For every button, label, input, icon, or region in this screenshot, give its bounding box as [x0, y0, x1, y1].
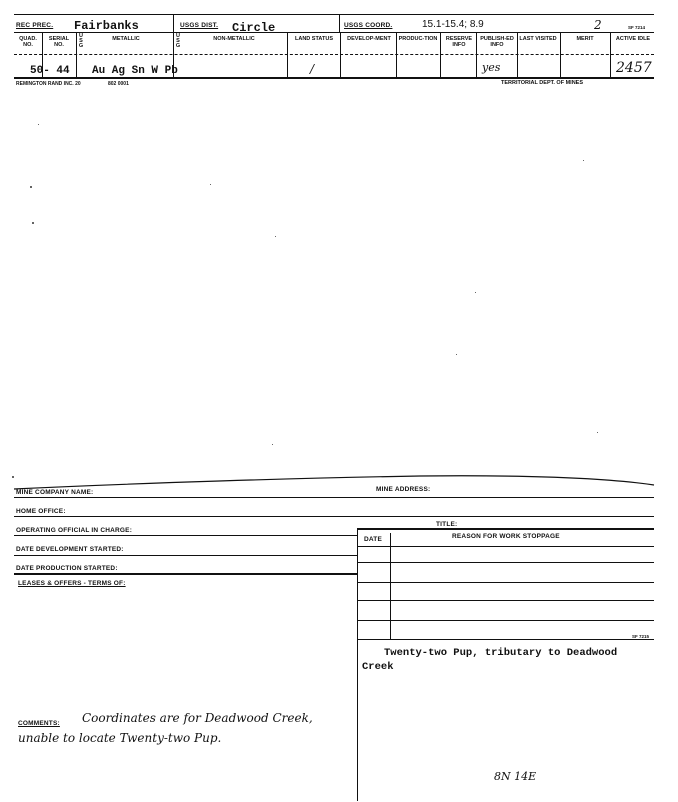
bottom-note: 8N 14E	[494, 770, 537, 783]
header-sep-1	[173, 15, 174, 32]
comments-line-1: Coordinates are for Deadwood Creek,	[82, 711, 313, 725]
scan-speck	[30, 186, 32, 188]
top-border	[14, 14, 654, 15]
rule	[358, 562, 654, 563]
col-sep	[560, 33, 561, 77]
usgs-dist-label: USGS DIST.	[180, 22, 219, 29]
location-note: Twenty-two Pup, tributary to Deadwood Creek	[362, 647, 618, 673]
comments-label: COMMENTS:	[18, 720, 60, 727]
rule	[14, 516, 654, 517]
scan-speck	[272, 444, 273, 445]
usgs-coord-value: 15.1-15.4; 8.9	[422, 19, 484, 30]
col-quad-no: QUAD. NO.	[19, 36, 37, 48]
col-usgs-b: U S G	[175, 33, 181, 49]
rule	[358, 528, 654, 530]
col-reserve-info: RESERVE INFO	[445, 36, 473, 48]
header-divider	[14, 32, 654, 33]
rule	[14, 497, 654, 498]
col-metallic: METALLIC	[112, 36, 140, 42]
col-production: PRODUC-TION	[398, 36, 438, 42]
date-development-label: DATE DEVELOPMENT STARTED:	[16, 546, 124, 553]
scan-speck	[456, 354, 457, 355]
record-land-status: /	[310, 62, 315, 76]
corner-mark: 2	[594, 18, 602, 32]
col-non-metallic: NON-METALLIC	[213, 36, 255, 42]
form-code-bottom: SF 7215	[632, 634, 650, 639]
col-sep	[396, 33, 397, 77]
date-col-sep	[390, 533, 391, 639]
col-sep	[340, 33, 341, 77]
rule	[14, 535, 358, 536]
scan-speck	[275, 236, 276, 237]
rule	[14, 555, 358, 556]
col-sep	[476, 33, 477, 77]
col-published-info: PUBLISH-ED INFO	[480, 36, 514, 48]
operating-official-label: OPERATING OFFICIAL IN CHARGE:	[16, 527, 133, 534]
printer-label: REMINGTON RAND INC. 20	[16, 81, 81, 87]
col-development: DEVELOP-MENT	[347, 36, 391, 42]
rule	[358, 600, 654, 601]
col-sep	[287, 33, 288, 77]
rule	[14, 573, 358, 575]
record-metallic: Au Ag Sn W Pb	[92, 65, 178, 77]
scan-speck	[583, 160, 584, 161]
header-mid-line	[14, 54, 654, 55]
col-sep	[76, 33, 77, 77]
scan-speck	[32, 222, 34, 224]
record-quad-serial: 50- 44	[30, 65, 70, 77]
header-bottom-line	[14, 77, 654, 79]
date-column-header: DATE	[364, 536, 383, 543]
col-sep	[610, 33, 611, 77]
usgs-coord-label: USGS COORD.	[344, 22, 393, 29]
rec-prec-value: Fairbanks	[74, 19, 139, 33]
mine-address-label: MINE ADDRESS:	[376, 486, 431, 493]
header-sep-2	[339, 15, 340, 32]
col-active-idle: ACTIVE IDLE	[615, 36, 651, 42]
col-merit: MERIT	[576, 36, 594, 42]
record-active-idle: 2457	[616, 60, 652, 76]
scan-speck	[210, 184, 211, 185]
leases-label: LEASES & OFFERS - TERMS OF:	[18, 580, 126, 587]
form-code-top: SF 7214	[628, 25, 646, 30]
lower-divider	[357, 528, 358, 801]
date-production-label: DATE PRODUCTION STARTED:	[16, 565, 118, 572]
record-published-info: yes	[482, 61, 501, 74]
scan-speck	[38, 124, 39, 125]
col-usgs-a: U S G	[78, 33, 84, 49]
scan-speck	[597, 432, 598, 433]
col-sep	[517, 33, 518, 77]
title-label: TITLE:	[436, 521, 458, 528]
rule	[358, 639, 654, 640]
scan-speck	[475, 292, 476, 293]
comments-line-2: unable to locate Twenty-two Pup.	[18, 731, 222, 745]
rule	[358, 546, 654, 547]
reason-column-header: REASON FOR WORK STOPPAGE	[452, 533, 560, 540]
rule	[358, 620, 654, 621]
rec-prec-label: REC PREC.	[16, 22, 54, 29]
col-sep	[440, 33, 441, 77]
col-serial-no: SERIAL NO.	[48, 36, 70, 48]
col-last-visited: LAST VISITED	[519, 36, 557, 42]
mine-company-name-label: MINE COMPANY NAME:	[16, 489, 94, 496]
card-top-edge	[0, 470, 678, 500]
usgs-dist-value: Circle	[232, 21, 276, 35]
rule	[358, 582, 654, 583]
home-office-label: HOME OFFICE:	[16, 508, 66, 515]
dept-label: TERRITORIAL DEPT. OF MINES	[501, 80, 583, 86]
printer-code: 802 0001	[108, 81, 129, 87]
col-land-status: LAND STATUS	[295, 36, 333, 42]
